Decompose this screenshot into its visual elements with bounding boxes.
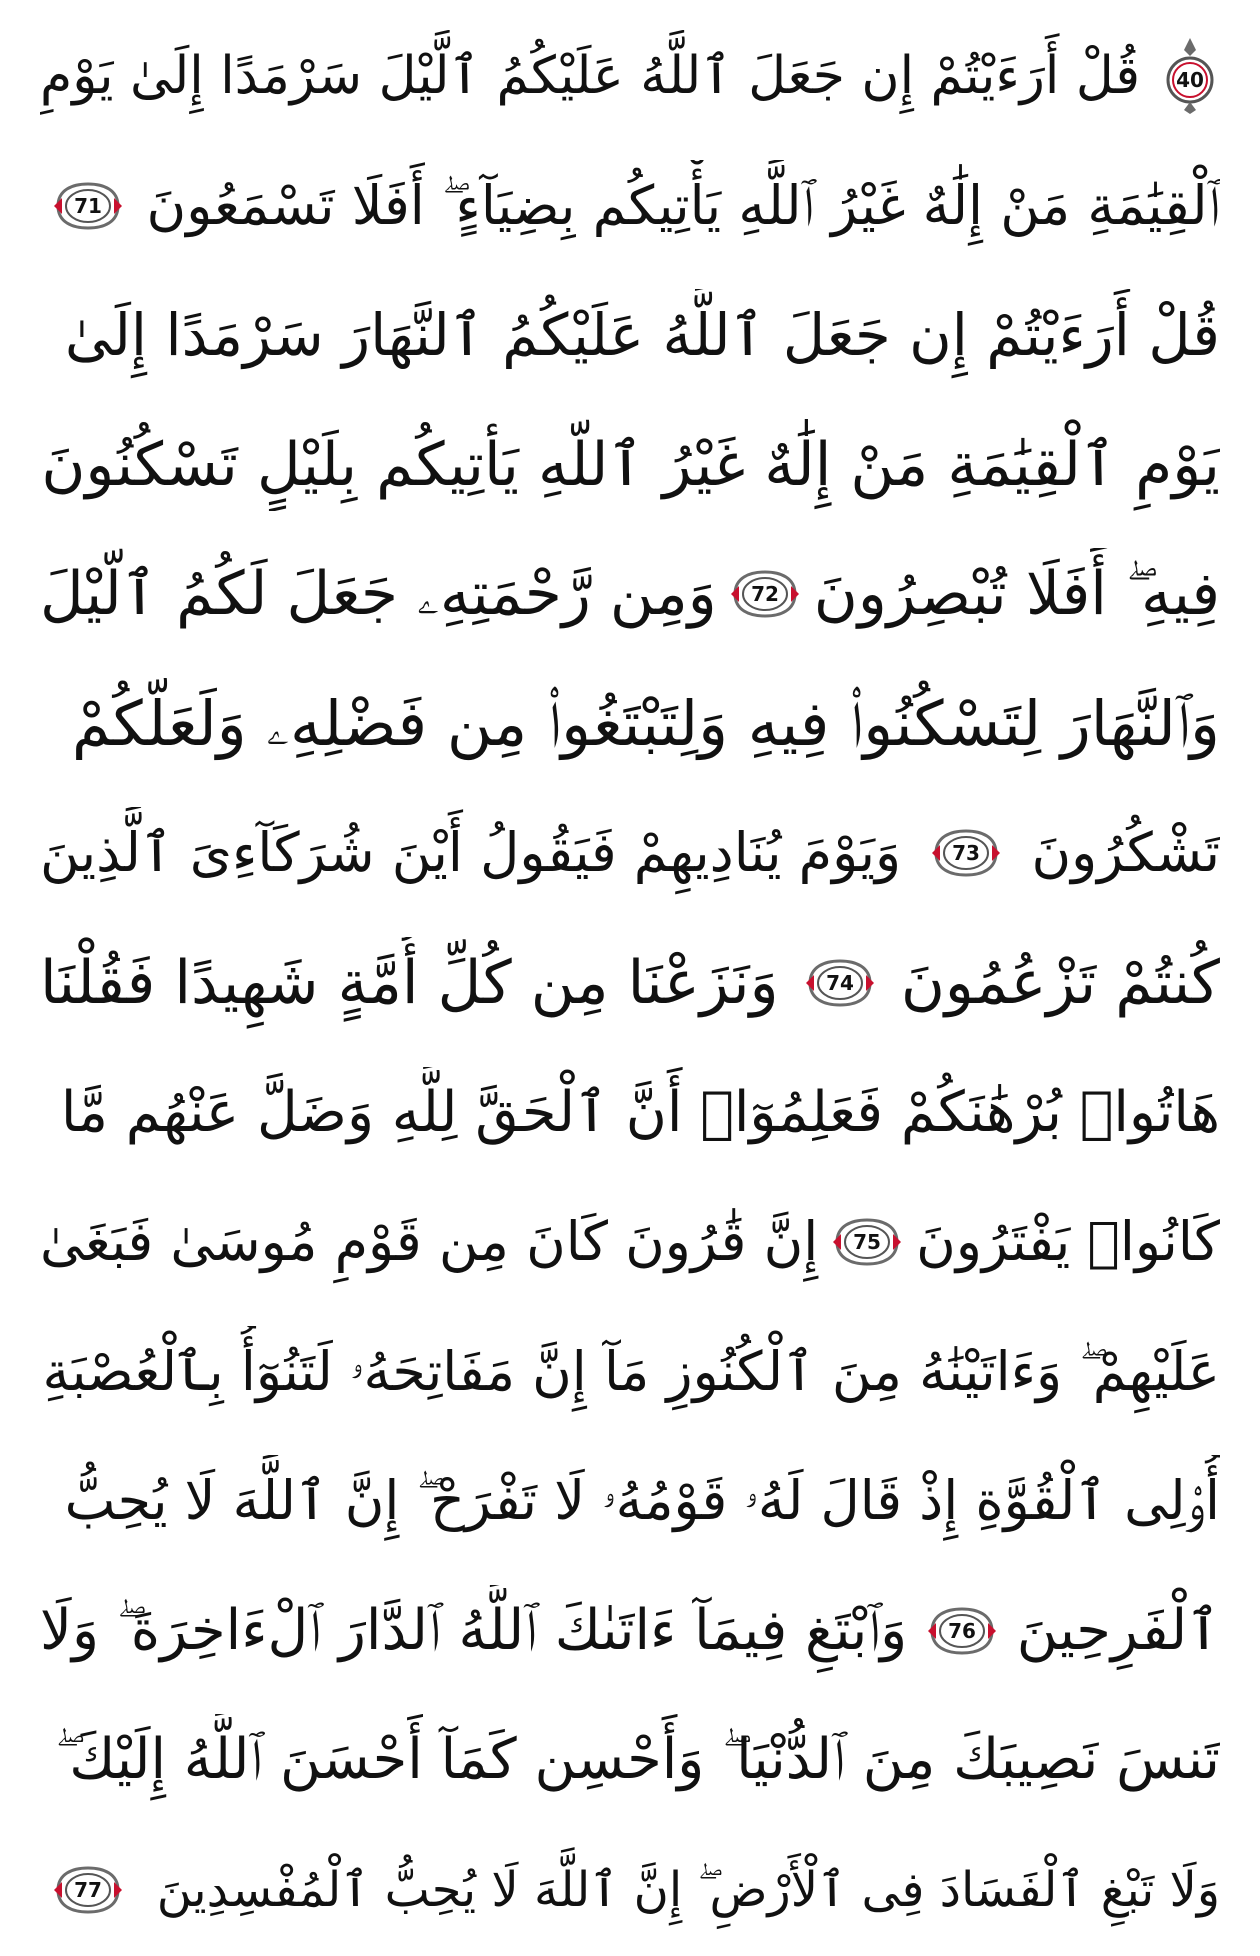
verse-text: وَٱبْتَغِ فِيمَآ ءَاتَىٰكَ ٱللَّهُ ٱلدَّارَ ٱلْءَاخِرَةَ ۖ وَلَا <box>40 1597 908 1663</box>
svg-text:74: 74 <box>825 970 854 995</box>
ayah-number-marker-icon <box>52 1862 124 1918</box>
juz-marker-icon <box>1160 36 1220 116</box>
svg-text:40: 40 <box>1176 68 1204 92</box>
verse-text: كَانُوا۟ يَفْتَرُونَ <box>916 1210 1220 1274</box>
verse-text: وَلَا تَبْغِ ٱلْفَسَادَ فِى ٱلْأَرْضِ ۖ إِنَّ ٱللَّهَ لَا يُحِبُّ ٱلْمُفْسِدِينَ <box>156 1861 1220 1918</box>
verse-line <box>40 807 1220 899</box>
svg-text:75: 75 <box>853 1230 882 1255</box>
ayah-number-marker-icon <box>804 955 876 1011</box>
verse-line <box>40 937 1220 1029</box>
svg-text:73: 73 <box>952 841 981 866</box>
verse-line <box>40 548 1220 640</box>
verse-text: فِيهِ ۖ أَفَلَا تُبْصِرُونَ <box>813 559 1220 630</box>
verse-line <box>40 1455 1220 1547</box>
ayah-number-marker-icon <box>831 1214 903 1270</box>
ayah-number-marker-icon <box>930 825 1002 881</box>
verse-text: وَٱلنَّهَارَ لِتَسْكُنُوا۟ فِيهِ وَلِتَبْتَغُوا۟ مِن فَضْلِهِۦ وَلَعَلَّكُمْ <box>71 686 1220 760</box>
verse-text: ٱلْقِيَٰمَةِ مَنْ إِلَٰهٌ غَيْرُ ٱللَّهِ يَأْتِيكُم بِضِيَآءٍ ۖ أَفَلَا تَسْمَعُونَ <box>146 173 1220 237</box>
verse-text: كُنتُمْ تَزْعُمُونَ <box>900 947 1220 1018</box>
verse-text: هَاتُوا۟ بُرْهَٰنَكُمْ فَعَلِمُوٓا۟ أَنَّ ٱلْحَقَّ لِلَّهِ وَضَلَّ عَنْهُم مَّا <box>60 1079 1220 1145</box>
ayah-number-marker-icon <box>926 1603 998 1659</box>
ayah-number-marker-icon <box>52 178 124 234</box>
svg-text:72: 72 <box>751 582 780 607</box>
verse-line <box>40 1067 1220 1159</box>
verse-line <box>40 1844 1220 1936</box>
verse-text: عَلَيْهِمْ ۖ وَءَاتَيْنَٰهُ مِنَ ٱلْكُنُوزِ مَآ إِنَّ مَفَاتِحَهُۥ لَتَنُوٓأُ بِٱلْعُصْبَةِ <box>42 1339 1220 1403</box>
verse-line <box>40 289 1220 381</box>
svg-text:77: 77 <box>74 1877 102 1902</box>
svg-text:76: 76 <box>948 1618 976 1643</box>
verse-text: وَمِن رَّحْمَتِهِۦ جَعَلَ لَكُمُ ٱلَّيْلَ <box>40 559 717 630</box>
verse-text: يَوْمِ ٱلْقِيَٰمَةِ مَنْ إِلَٰهٌ غَيْرُ ٱللَّهِ يَأْتِيكُم بِلَيْلٍ تَسْكُنُونَ <box>41 429 1220 500</box>
verse-line <box>40 419 1220 511</box>
verse-text: إِنَّ قَٰرُونَ كَانَ مِن قَوْمِ مُوسَىٰ فَبَغَىٰ <box>40 1210 819 1274</box>
verse-text: وَنَزَعْنَا مِن كُلِّ أُمَّةٍ شَهِيدًا فَقُلْنَا <box>40 947 779 1018</box>
verse-line <box>40 678 1220 770</box>
verse-text: ٱلْفَرِحِينَ <box>1016 1597 1220 1663</box>
verse-text: قُلْ أَرَءَيْتُمْ إِن جَعَلَ ٱللَّهُ عَلَيْكُمُ ٱلَّيْلَ سَرْمَدًا إِلَىٰ يَوْمِ <box>40 46 1141 106</box>
verse-text: وَيَوْمَ يُنَادِيهِمْ فَيَقُولُ أَيْنَ شُرَكَآءِىَ ٱلَّذِينَ <box>40 821 902 885</box>
verse-line <box>40 30 1220 122</box>
verse-text: تَنسَ نَصِيبَكَ مِنَ ٱلدُّنْيَا ۖ وَأَحْسِن كَمَآ أَحْسَنَ ٱللَّهُ إِلَيْكَ ۖ <box>55 1727 1220 1793</box>
verse-line <box>40 1714 1220 1806</box>
verse-line <box>40 1196 1220 1288</box>
verse-text: قُلْ أَرَءَيْتُمْ إِن جَعَلَ ٱللَّهُ عَلَيْكُمُ ٱلنَّهَارَ سَرْمَدًا إِلَىٰ <box>64 301 1220 370</box>
verse-text: أُو۟لِى ٱلْقُوَّةِ إِذْ قَالَ لَهُۥ قَوْمُهُۥ لَا تَفْرَحْ ۖ إِنَّ ٱللَّهَ لَا يُحِبُّ <box>64 1469 1220 1533</box>
verse-text: تَشْكُرُونَ <box>1031 821 1220 885</box>
verse-line <box>40 1326 1220 1418</box>
verse-line <box>40 1585 1220 1677</box>
verse-line <box>40 160 1220 252</box>
ayah-number-marker-icon <box>729 566 801 622</box>
svg-text:71: 71 <box>74 193 102 218</box>
